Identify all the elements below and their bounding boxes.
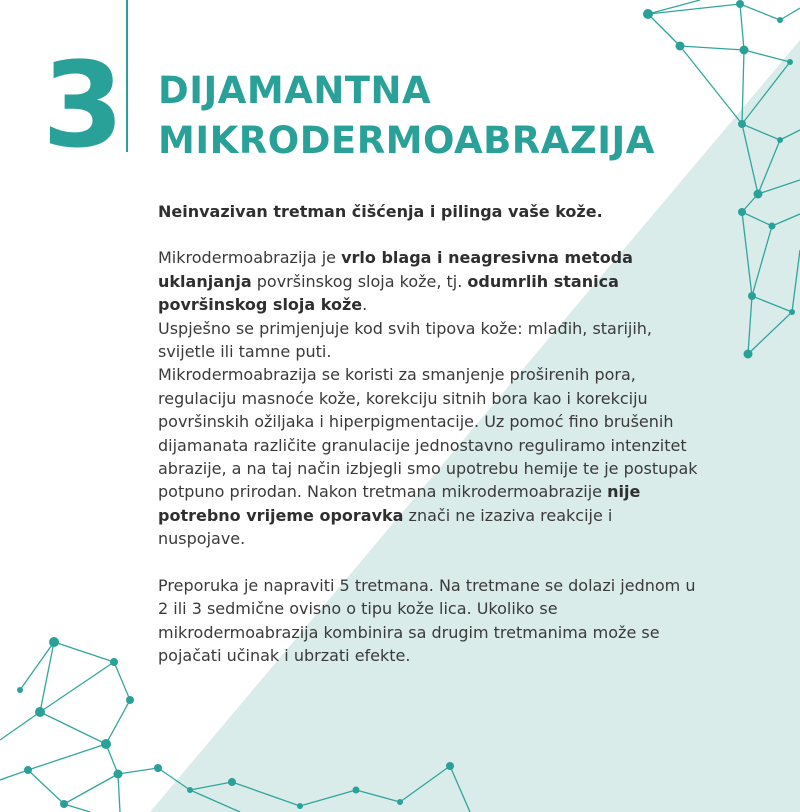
lead-sentence: Neinvazivan tretman čišćenja i pilinga vaše kože. bbox=[158, 202, 603, 221]
body-text bbox=[158, 200, 698, 667]
title-line-1: DIJAMANTNA bbox=[158, 69, 432, 112]
section-number: 3 bbox=[42, 36, 123, 174]
highlight-method: vrlo blaga i neagresivna metoda uklanjanja bbox=[158, 248, 633, 291]
paragraph-recommendation: Preporuka je napraviti 5 tretmana. Na tretmane se dolazi jednom u 2 ili 3 sedmične ovisno o tipu kože lica. Ukoliko se mikrodermoabrazija kombinira sa drugim tretmanima može se pojačati učinak i ubrzati efekte. bbox=[158, 575, 696, 665]
title-line-2: MIKRODERMOABRAZIJA bbox=[158, 119, 655, 162]
paragraph-skin-types: Uspješno se primjenjuje kod svih tipova kože: mlađih, starijih, svijetle ili tamne puti. bbox=[158, 318, 652, 362]
paragraph-usage: Mikrodermoabrazija se koristi za smanjenje proširenih pora, regulaciju masnoće kože, korekciju sitnih bora kao i korekciju površinskih ožiljaka i hiperpigmentacije. Uz pomoć fino brušenih dijamanata različite granulacije jednostavno reguliramo intenzitet abrazije, a na taj način izbjegli smo upotrebu hemije te je postupak potpuno prirodan. Nakon tretmana mikrodermoabrazije nije potrebno vrijeme oporavka znači ne izaziva reakcije i nuspojave. bbox=[158, 365, 698, 549]
section-title bbox=[158, 66, 655, 166]
highlight-recovery: nije potrebno vrijeme oporavka bbox=[158, 482, 641, 525]
highlight-cells: odumrlih stanica površinskog sloja kože bbox=[158, 271, 619, 315]
divider-line bbox=[126, 0, 128, 152]
paragraph-intro: Mikrodermoabrazija je vrlo blaga i neagresivna metoda uklanjanja površinskog sloja kože, tj. odumrlih stanica površinskog sloja kože. bbox=[158, 248, 633, 315]
